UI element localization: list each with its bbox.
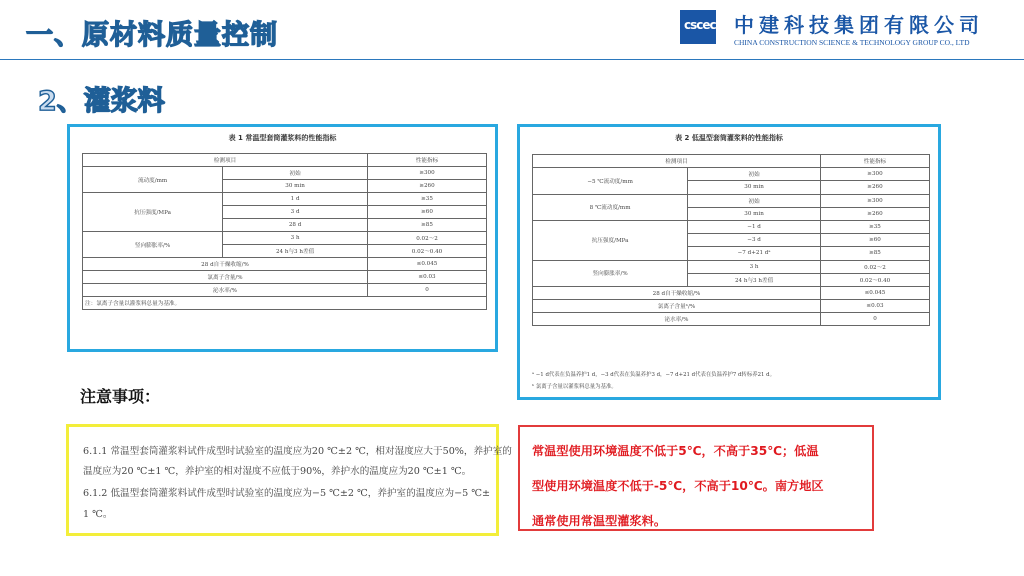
logo-text: cscec bbox=[684, 18, 716, 32]
row-label: 抗压强度/MPa bbox=[533, 220, 688, 260]
table-cell: ≥35 bbox=[368, 193, 487, 206]
table-cell: 0.02～2 bbox=[368, 232, 487, 245]
table-cell: ≥260 bbox=[820, 181, 929, 194]
row-label: 泌水率/% bbox=[533, 313, 821, 326]
table2 bbox=[532, 154, 930, 326]
usage-note-line: 通常使用常温型灌浆料。 bbox=[532, 514, 667, 528]
row-label: 28 d自干燥收缩/% bbox=[83, 258, 368, 271]
table-cell: 30 min bbox=[688, 181, 821, 194]
row-label: 氯离子含量ᵇ/% bbox=[533, 300, 821, 313]
table1-note: 注：氯离子含量以灌浆料总量为基准。 bbox=[83, 297, 487, 310]
table-cell: 0.02～2 bbox=[820, 260, 929, 273]
usage-note-line: 常温型使用环境温度不低于5℃，不高于35℃；低温 bbox=[532, 444, 819, 458]
table-cell: 初始 bbox=[688, 194, 821, 207]
table-cell: ≤0.045 bbox=[820, 286, 929, 299]
row-label: 竖向膨胀率/% bbox=[533, 260, 688, 286]
usage-note-box bbox=[518, 425, 874, 531]
table-cell: 0 bbox=[820, 313, 929, 326]
excerpt-line: 温度应为20 ℃±1 ℃，养护室的相对湿度不应低于90%，养护水的温度应为20 ℃±1 ℃。 bbox=[83, 466, 472, 477]
row-label: −5 ℃流动度/mm bbox=[533, 168, 688, 194]
row-label: 氯离子含量/% bbox=[83, 271, 368, 284]
table-cell: 3 d bbox=[223, 206, 368, 219]
table-cell: 0 bbox=[368, 284, 487, 297]
table1 bbox=[82, 153, 487, 310]
table-cell: −1 d bbox=[688, 220, 821, 233]
table-cell: ≥35 bbox=[820, 220, 929, 233]
table1-caption: 表 1 常温型套筒灌浆料的性能指标 bbox=[228, 134, 337, 142]
table-header-cell: 性能指标 bbox=[820, 155, 929, 168]
table-cell: 28 d bbox=[223, 219, 368, 232]
table-header-cell: 检测项目 bbox=[83, 154, 368, 167]
table2-caption: 表 2 低温型套筒灌浆料的性能指标 bbox=[675, 134, 783, 142]
table-cell: 24 h与3 h差值 bbox=[688, 273, 821, 286]
table-cell: ≤0.03 bbox=[820, 300, 929, 313]
table-header-cell: 性能指标 bbox=[368, 154, 487, 167]
table2-note-b: ᵇ 氯离子含量以灌浆料总量为基准。 bbox=[532, 384, 617, 390]
table-cell: 0.02～0.40 bbox=[820, 273, 929, 286]
table-cell: ≥260 bbox=[820, 207, 929, 220]
usage-note-line: 型使用环境温度不低于-5℃，不高于10℃。南方地区 bbox=[532, 479, 824, 493]
row-label: 竖向膨胀率/% bbox=[83, 232, 223, 258]
excerpt-line: 6.1.1 常温型套筒灌浆料试件成型时试验室的温度应为20 ℃±2 ℃，相对湿度应大于50%，养护室的 bbox=[83, 446, 512, 457]
table-cell: 30 min bbox=[223, 180, 368, 193]
row-label: 28 d自干燥收缩/% bbox=[533, 286, 821, 299]
table1-image-frame bbox=[67, 124, 498, 352]
table-cell: 1 d bbox=[223, 193, 368, 206]
row-label: 抗压强度/MPa bbox=[83, 193, 223, 232]
table2-image-frame bbox=[517, 124, 941, 400]
table-cell: −7 d+21 dᵃ bbox=[688, 247, 821, 260]
table-cell: 初始 bbox=[688, 168, 821, 181]
row-label: 泌水率/% bbox=[83, 284, 368, 297]
table-cell: ≤0.045 bbox=[368, 258, 487, 271]
row-label: 8 ℃流动度/mm bbox=[533, 194, 688, 220]
table-cell: ≥85 bbox=[820, 247, 929, 260]
table-cell: 0.02～0.40 bbox=[368, 245, 487, 258]
company-logo bbox=[680, 10, 716, 44]
table-cell: ≥300 bbox=[820, 194, 929, 207]
table-cell: ≥60 bbox=[368, 206, 487, 219]
excerpt-line: 1 ℃。 bbox=[83, 509, 113, 520]
table-cell: 3 h bbox=[223, 232, 368, 245]
table-cell: ≥85 bbox=[368, 219, 487, 232]
table-header-cell: 检测项目 bbox=[533, 155, 821, 168]
table-cell: 30 min bbox=[688, 207, 821, 220]
table-cell: ≥60 bbox=[820, 234, 929, 247]
table-cell: ≥260 bbox=[368, 180, 487, 193]
standard-excerpt-box bbox=[66, 424, 512, 536]
company-name-en: CHINA CONSTRUCTION SCIENCE & TECHNOLOGY GROUP CO., LTD bbox=[734, 38, 970, 47]
table2-note-a: ᵃ −1 d代表在负温养护1 d，−3 d代表在负温养护3 d，−7 d+21 d代表在负温养护7 d转标养21 d。 bbox=[532, 372, 776, 378]
sub-title: 2、灌浆料 bbox=[38, 86, 165, 117]
table-cell: 24 h与3 h差值 bbox=[223, 245, 368, 258]
header-divider bbox=[0, 59, 1024, 60]
table-cell: −3 d bbox=[688, 234, 821, 247]
table-cell: ≥300 bbox=[820, 168, 929, 181]
section-title: 一、原材料质量控制 bbox=[26, 20, 278, 51]
table-cell: ≥300 bbox=[368, 167, 487, 180]
company-name-cn: 中建科技集团有限公司 bbox=[734, 13, 984, 37]
table-cell: 初始 bbox=[223, 167, 368, 180]
row-label: 流动度/mm bbox=[83, 167, 223, 193]
table-cell: ≤0.03 bbox=[368, 271, 487, 284]
notes-heading: 注意事项： bbox=[80, 387, 161, 406]
excerpt-line: 6.1.2 低温型套筒灌浆料试件成型时试验室的温度应为−5 ℃±2 ℃，养护室的温度应为−5 ℃± bbox=[83, 488, 491, 499]
table-cell: 3 h bbox=[688, 260, 821, 273]
